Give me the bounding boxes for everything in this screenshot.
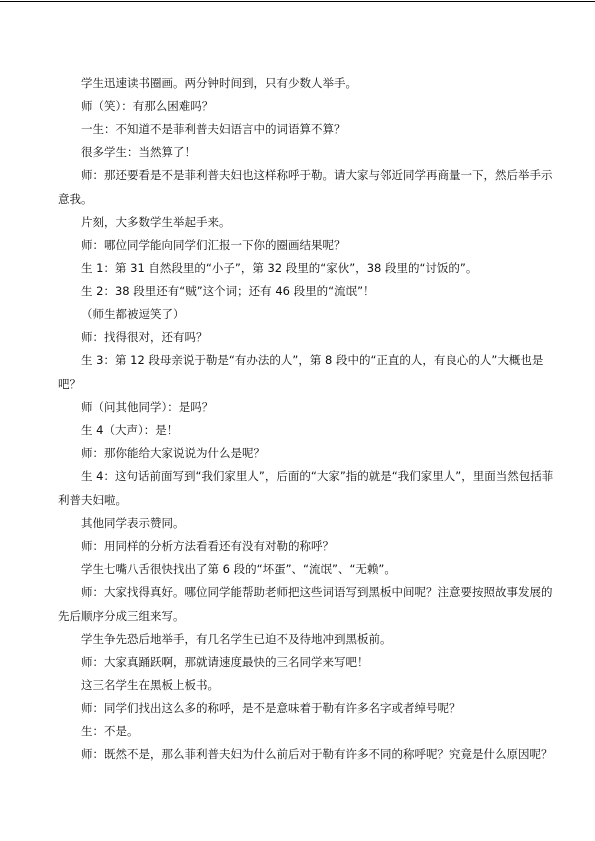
paragraph: 师：同学们找出这么多的称呼，是不是意味着于勒有许多名字或者绰号呢？	[81, 701, 461, 715]
paragraph: 学生七嘴八舌很快找出了第 6 段的“坏蛋”、“流氓”、“无赖”。	[81, 562, 396, 576]
paragraph: 师：用同样的分析方法看看还有没有对勒的称呼？	[81, 539, 334, 553]
paragraph: 生 4：这句话前面写到“我们家里人”，后面的“大家”指的就是“我们家里人”，里面当然包括菲利普夫妇啦。	[58, 469, 554, 507]
paragraph: 师：那还要看是不是菲利普夫妇也这样称呼于勒。请大家与邻近同学再商量一下，然后举手示意我。	[58, 168, 553, 206]
paragraph: 学生争先恐后地举手，有几名学生已迫不及待地冲到黑板前。	[81, 632, 392, 646]
paragraph: 一生：不知道不是菲利普夫妇语言中的词语算不算？	[81, 122, 346, 136]
paragraph: 这三名学生在黑板上板书。	[81, 678, 219, 692]
paragraph: 片刻，大多数学生举起手来。	[81, 215, 231, 229]
paragraph: 生：不是。	[81, 724, 139, 738]
header-rule	[0, 1, 595, 2]
paragraph: 生 4（大声）：是！	[81, 423, 179, 437]
paragraph: 师：大家真踊跃啊，那就请速度最快的三名同学来写吧！	[81, 655, 369, 669]
paragraph: 师：那你能给大家说说为什么是呢？	[81, 446, 265, 460]
paragraph: 生 2：38 段里还有“贼”这个词；还有 46 段里的“流氓”！	[81, 284, 375, 298]
paragraph: 师（笑）：有那么困难吗？	[81, 99, 214, 113]
paragraph: 师（问其他同学）：是吗？	[81, 400, 214, 414]
paragraph: 很多学生：当然算了！	[81, 145, 196, 159]
paragraph: 师：大家找得真好。哪位同学能帮助老师把这些词语写到黑板中间呢？注意要按照故事发展的先后顺序分成三组来写。	[58, 585, 553, 623]
paragraph: （师生都被逗笑了）	[81, 307, 185, 321]
paragraph: 学生迅速读书圈画。两分钟时间到，只有少数人举手。	[81, 76, 357, 90]
paragraph: 师：哪位同学能向同学们汇报一下你的圈画结果呢？	[81, 238, 346, 252]
paragraph: 师：既然不是，那么菲利普夫妇为什么前后对于勒有许多不同的称呼呢？究竟是什么原因呢？	[81, 747, 553, 761]
body-text	[58, 72, 554, 767]
paragraph: 生 3：第 12 段母亲说于勒是“有办法的人”，第 8 段中的“正直的人，有良心的人”大概也是吧？	[58, 353, 544, 391]
paragraph: 师：找得很对，还有吗？	[81, 330, 208, 344]
paragraph: 生 1：第 31 自然段里的“小子”，第 32 段里的“家伙”，38 段里的“讨饭的”。	[81, 261, 478, 275]
paragraph: 其他同学表示赞同。	[81, 516, 185, 530]
